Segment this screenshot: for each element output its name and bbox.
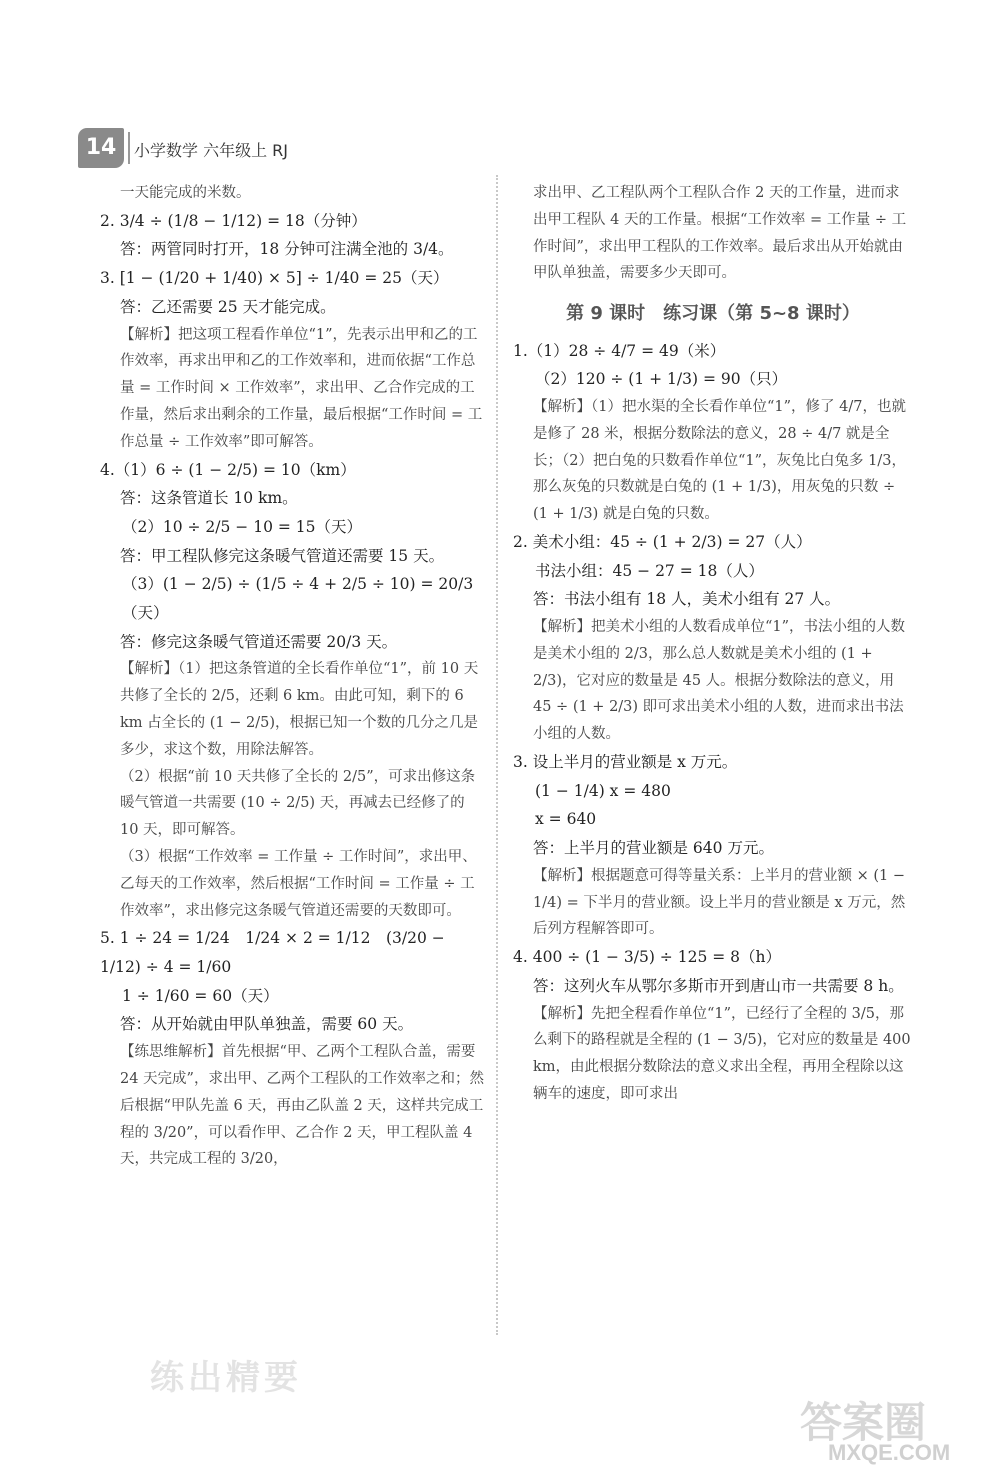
- right-column: [513, 180, 913, 1108]
- analysis: 【解析】（1）把水渠的全长看作单位“1”，修了 4/7，也就是修了 28 米，根据分数除法的意义，28 ÷ 4/7 就是全长；（2）把白兔的只数看作单位“1”，灰兔比白兔多 1/3，那么灰兔的只数就是白兔的 (1 + 1/3)，用灰兔的只数 ÷ (1 + 1/3) 就是白兔的只数。: [533, 398, 906, 523]
- analysis: 【解析】根据题意可得等量关系：上半月的营业额 × (1 − 1/4) = 下半月的营业额。设上半月的营业额是 x 万元，然后列方程解答即可。: [533, 867, 906, 938]
- answer: 答：上半月的营业额是 640 万元。: [533, 839, 774, 858]
- analysis: （3）根据“工作效率 = 工作量 ÷ 工作时间”，求出甲、乙每天的工作效率，然后根据“工作时间 = 工作量 ÷ 工作效率”，求出修完这条暖气管道还需要的天数即可。: [120, 848, 477, 919]
- problem-4-3: （3）(1 − 2/5) ÷ (1/5 ÷ 4 + 2/5 ÷ 10) = 20/3（天）: [122, 575, 474, 622]
- page-header: [78, 128, 958, 168]
- watermark-url: MXQE.COM: [828, 1440, 951, 1465]
- analysis-continued: 求出甲、乙工程队两个工程队合作 2 天的工作量，进而求出甲工程队 4 天的工作量。根据“工作效率 = 工作量 ÷ 工作时间”，求出甲工程队的工作效率。最后求出从开始就由甲队单独盖，需要多少天即可。: [533, 185, 907, 282]
- answer: 答：两管同时打开，18 分钟可注满全池的 3/4。: [120, 240, 454, 259]
- problem-3: 3. 设上半月的营业额是 x 万元。: [513, 753, 738, 772]
- answer: 答：这列火车从鄂尔多斯市开到唐山市一共需要 8 h。: [533, 976, 904, 995]
- problem-4-1: 4.（1）6 ÷ (1 − 2/5) = 10（km）: [100, 460, 356, 479]
- analysis: 【解析】先把全程看作单位“1”，已经行了全程的 3/5，那么剩下的路程就是全程的 (1 − 3/5)，它对应的数量是 400 km，由此根据分数除法的意义求出全程，再用全程除以这辆车的速度，即可求出: [533, 1005, 911, 1102]
- equation: (1 − 1/4) x = 480: [535, 781, 671, 800]
- paragraph: 一天能完成的米数。: [120, 185, 251, 201]
- header-separator: [128, 132, 130, 164]
- problem-2: 2. 美术小组：45 ÷ (1 + 2/3) = 27（人）: [513, 532, 812, 551]
- problem-4: 4. 400 ÷ (1 − 3/5) ÷ 125 = 8（h）: [513, 948, 781, 967]
- problem-5: 5. 1 ÷ 24 = 1/24 1/24 × 2 = 1/12 (3/20 − 1/12) ÷ 4 = 1/60: [100, 929, 445, 977]
- answer: 答：修完这条暖气管道还需要 20/3 天。: [120, 632, 398, 651]
- answer: 答：甲工程队修完这条暖气管道还需要 15 天。: [120, 546, 445, 565]
- problem-1-2: （2）120 ÷ (1 + 1/3) = 90（只）: [535, 370, 788, 389]
- analysis: 【练思维解析】首先根据“甲、乙两个工程队合盖，需要 24 天完成”，求出甲、乙两个工程队的工作效率之和；然后根据“甲队先盖 6 天，再由乙队盖 2 天，这样共完成工程的 3/20”，可以看作甲、乙合作 2 天，甲工程队盖 4 天，共完成工程的 3/20，: [120, 1044, 484, 1168]
- answer: 答：书法小组有 18 人，美术小组有 27 人。: [533, 590, 841, 609]
- answer: 答：这条管道长 10 km。: [120, 489, 298, 508]
- problem-5-step: 1 ÷ 1/60 = 60（天）: [122, 986, 279, 1005]
- watermark-text: 练出精要: [150, 1358, 302, 1398]
- analysis: 【解析】把美术小组的人数看成单位“1”，书法小组的人数是美术小组的 2/3，那么总人数就是美术小组的 (1 + 2/3)，它对应的数量是 45 人。根据分数除法的意义，用 45 ÷ (1 + 2/3) 即可求出美术小组的人数，进而求出书法小组的人数。: [533, 618, 906, 743]
- analysis: 【解析】（1）把这条管道的全长看作单位“1”，前 10 天共修了全长的 2/5，还剩 6 km。由此可知，剩下的 6 km 占全长的 (1 − 2/5)，根据已知一个数的几分之几是多少，求这个数，用除法解答。: [120, 661, 479, 758]
- answer: 答：从开始就由甲队单独盖，需要 60 天。: [120, 1015, 414, 1034]
- left-column: [100, 180, 485, 1173]
- watermark-logo: 答案圈: [800, 1398, 927, 1447]
- book-title: 小学数学 六年级上 RJ: [134, 141, 289, 160]
- lesson-title: 第 9 课时 练习课（第 5~8 课时）: [566, 303, 860, 325]
- equation-solution: x = 640: [535, 810, 597, 829]
- problem-2: 2. 3/4 ÷ (1/8 − 1/12) = 18（分钟）: [100, 211, 367, 230]
- column-divider: [496, 175, 498, 1335]
- answer: 答：乙还需要 25 天才能完成。: [120, 297, 336, 316]
- analysis: （2）根据“前 10 天共修了全长的 2/5”，可求出修这条暖气管道一共需要 (10 ÷ 2/5) 天，再减去已经修了的 10 天，即可解答。: [120, 768, 476, 839]
- problem-3: 3. [1 − (1/20 + 1/40) × 5] ÷ 1/40 = 25（天）: [100, 269, 449, 288]
- page-number-badge: 14: [78, 128, 124, 168]
- problem-1-1: 1.（1）28 ÷ 4/7 = 49（米）: [513, 341, 726, 360]
- problem-2-step: 书法小组：45 − 27 = 18（人）: [535, 561, 764, 580]
- problem-4-2: （2）10 ÷ 2/5 − 10 = 15（天）: [122, 517, 363, 536]
- analysis: 【解析】把这项工程看作单位“1”，先表示出甲和乙的工作效率，再求出甲和乙的工作效率和，进而依据“工作总量 = 工作时间 × 工作效率”，求出甲、乙合作完成的工作量，然后求出剩余的工作量，最后根据“工作时间 = 工作总量 ÷ 工作效率”即可解答。: [120, 326, 483, 450]
